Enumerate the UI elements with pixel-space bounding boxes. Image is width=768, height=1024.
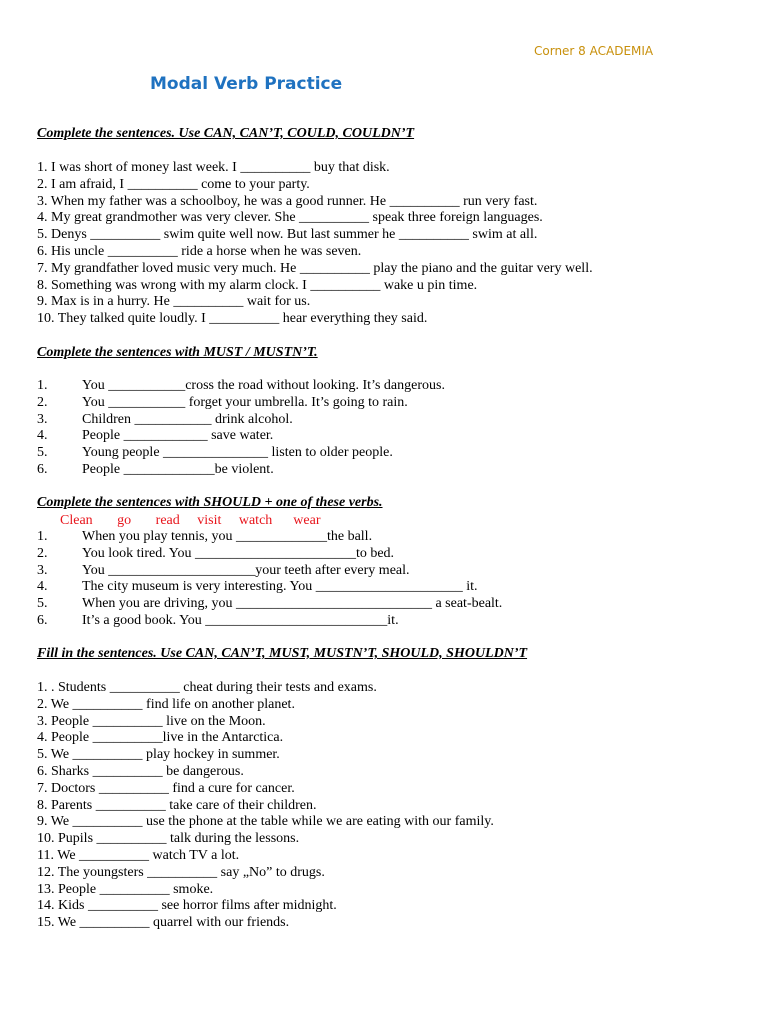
exercise-item: 3. When my father was a schoolboy, he was a good runner. He __________ run very fast. <box>37 193 538 209</box>
exercise-list-can-could <box>37 160 593 328</box>
item-text: It’s a good book. You __________________________it. <box>82 612 399 628</box>
exercise-item: 9. We __________ use the phone at the table while we are eating with our family. <box>37 814 494 830</box>
exercise-item: 9. Max is in a hurry. He __________ wait for us. <box>37 294 311 310</box>
item-number: 2. <box>37 394 48 410</box>
item-number: 6. <box>37 461 48 477</box>
exercise-item <box>37 579 502 596</box>
exercise-item <box>37 613 502 630</box>
exercise-item: 11. We __________ watch TV a lot. <box>37 847 240 863</box>
exercise-item: 13. People __________ smoke. <box>37 881 214 897</box>
exercise-item: 8. Parents __________ take care of their children. <box>37 797 317 813</box>
item-text: People ____________ save water. <box>82 428 274 444</box>
exercise-item: 10. Pupils __________ talk during the lessons. <box>37 831 300 847</box>
exercise-item: 5. Denys __________ swim quite well now. But last summer he __________ swim at all. <box>37 227 538 243</box>
item-number: 2. <box>37 545 48 561</box>
exercise-item: 15. We __________ quarrel with our friends. <box>37 915 290 931</box>
brand-text: Corner 8 ACADEMIA <box>534 44 654 58</box>
exercise-item: 1. I was short of money last week. I __________ buy that disk. <box>37 160 390 175</box>
item-number: 3. <box>37 411 48 427</box>
exercise-item <box>37 529 502 546</box>
exercise-item: 7. Doctors __________ find a cure for cancer. <box>37 780 295 796</box>
item-number: 4. <box>37 579 48 595</box>
exercise-item: 4. People __________live in the Antarctica. <box>37 730 284 746</box>
item-text: The city museum is very interesting. You _____________________ it. <box>82 579 478 595</box>
exercise-item: 6. His uncle __________ ride a horse when he was seven. <box>37 243 362 259</box>
exercise-item: 3. People __________ live on the Moon. <box>37 713 266 729</box>
verb-bank: Clean go read visit watch wear <box>60 513 321 528</box>
exercise-item: 14. Kids __________ see horror films after midnight. <box>37 898 337 914</box>
exercise-item: 10. They talked quite loudly. I __________ hear everything they said. <box>37 311 428 327</box>
exercise-item: 4. My great grandmother was very clever. She __________ speak three foreign languages. <box>37 210 543 226</box>
item-text: People _____________be violent. <box>82 461 274 477</box>
item-text: You ___________cross the road without looking. It’s dangerous. <box>82 378 445 393</box>
exercise-item: 6. Sharks __________ be dangerous. <box>37 763 244 779</box>
page-title: Modal Verb Practice <box>150 74 343 94</box>
item-text: You look tired. You _______________________to bed. <box>82 545 395 561</box>
item-text: You _____________________your teeth after every meal. <box>82 562 410 578</box>
item-number: 4. <box>37 428 48 444</box>
item-text: Children ___________ drink alcohol. <box>82 411 293 427</box>
exercise-item: 12. The youngsters __________ say „No” to drugs. <box>37 864 325 880</box>
exercise-list-fill-in <box>37 680 494 932</box>
exercise-item: 1. . Students __________ cheat during their tests and exams. <box>37 680 377 695</box>
item-text: You ___________ forget your umbrella. It’s going to rain. <box>82 394 408 410</box>
exercise-item <box>37 546 502 563</box>
exercise-item <box>37 445 445 462</box>
item-number: 5. <box>37 596 48 612</box>
exercise-item: 8. Something was wrong with my alarm clock. I __________ wake u pin time. <box>37 277 478 293</box>
exercise-list-should <box>37 529 502 630</box>
exercise-item <box>37 596 502 613</box>
exercise-item: 2. I am afraid, I __________ come to your party. <box>37 176 310 192</box>
item-text: When you play tennis, you _____________the ball. <box>82 529 373 544</box>
item-number: 6. <box>37 612 48 628</box>
exercise-item <box>37 428 445 445</box>
item-number: 3. <box>37 562 48 578</box>
exercise-list-must <box>37 378 445 479</box>
item-number: 1. <box>37 529 48 544</box>
instruction-should: Complete the sentences with SHOULD + one of these verbs. <box>37 495 383 510</box>
exercise-item <box>37 395 445 412</box>
exercise-item <box>37 378 445 395</box>
item-text: When you are driving, you ____________________________ a seat-bealt. <box>82 596 503 612</box>
exercise-item: 2. We __________ find life on another planet. <box>37 696 295 712</box>
item-number: 1. <box>37 378 48 393</box>
exercise-item <box>37 412 445 429</box>
instruction-fill-in: Fill in the sentences. Use CAN, CAN’T, MUST, MUSTN’T, SHOULD, SHOULDN’T <box>37 646 528 661</box>
exercise-item <box>37 563 502 580</box>
instruction-can-could: Complete the sentences. Use CAN, CAN’T, COULD, COULDN’T <box>37 126 415 141</box>
exercise-item: 7. My grandfather loved music very much. He __________ play the piano and the guitar very well. <box>37 260 593 276</box>
item-number: 5. <box>37 445 48 461</box>
item-text: Young people _______________ listen to older people. <box>82 445 393 461</box>
exercise-item <box>37 462 445 479</box>
exercise-item: 5. We __________ play hockey in summer. <box>37 747 280 763</box>
instruction-must: Complete the sentences with MUST / MUSTN’T. <box>37 345 318 360</box>
